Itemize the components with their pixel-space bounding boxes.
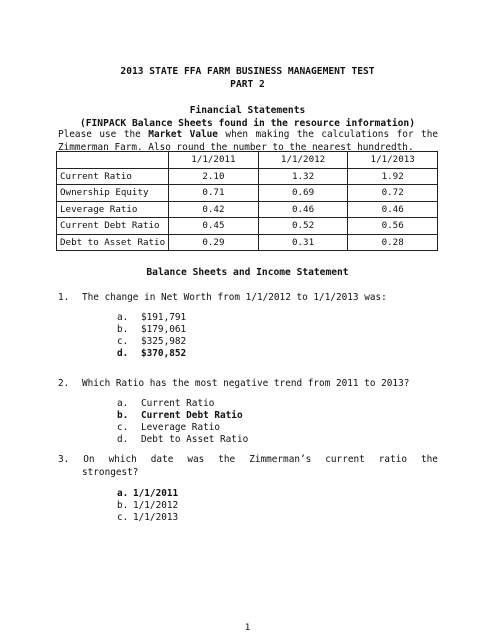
instructions: Please use the Market Value when making the calculations for the Zimmerman Farm. Also round the number to the nearest hundredth.	[58, 129, 438, 153]
answer-option: b. $179,061	[117, 324, 187, 335]
answer-option-correct: b. Current Debt Ratio	[117, 410, 243, 421]
answer-option-correct: a. 1/1/2011	[117, 488, 179, 499]
table-row	[57, 168, 438, 185]
question-text-continued: strongest?	[82, 467, 139, 478]
question-number: 3.	[58, 454, 70, 465]
answer-option-correct: d. $370,852	[117, 348, 187, 359]
answer-option: c. Leverage Ratio	[117, 422, 221, 433]
table-cell: 0.71	[169, 185, 259, 202]
section-title: Balance Sheets and Income Statement	[146, 267, 349, 278]
table-header-cell: 1/1/2011	[169, 152, 259, 169]
question-number: 2.	[58, 378, 70, 389]
table-cell: 2.10	[169, 168, 259, 185]
table-cell: 0.46	[348, 201, 438, 218]
table-cell: 0.31	[258, 234, 348, 251]
question-number: 1.	[58, 292, 70, 303]
question-3: 3. On which date was the Zimmerman’s current ratio the	[58, 454, 438, 465]
question-text: Which Ratio has the most negative trend from 2011 to 2013?	[82, 378, 410, 389]
table-cell: 0.29	[169, 234, 259, 251]
table-cell: 0.56	[348, 218, 438, 235]
table-cell: 0.46	[258, 201, 348, 218]
row-label: Current Debt Ratio	[57, 218, 169, 235]
test-part: PART 2	[230, 79, 265, 90]
row-label: Current Ratio	[57, 168, 169, 185]
table-cell: 0.42	[169, 201, 259, 218]
answer-option: c. $325,982	[117, 336, 187, 347]
question-2	[58, 377, 409, 390]
table-row	[57, 185, 438, 202]
answer-option: c. 1/1/2013	[117, 512, 179, 523]
row-label: Leverage Ratio	[57, 201, 169, 218]
table-cell: 0.69	[258, 185, 348, 202]
question-1	[58, 291, 387, 304]
page-number: 1	[244, 622, 251, 633]
table-cell: 0.45	[169, 218, 259, 235]
table-cell: 1.32	[258, 168, 348, 185]
table-header-cell: 1/1/2013	[348, 152, 438, 169]
table-header-cell: 1/1/2012	[258, 152, 348, 169]
section-heading: Financial Statements	[189, 105, 306, 116]
table-header-row	[57, 152, 438, 169]
answer-option: a. $191,791	[117, 312, 187, 323]
row-label: Ownership Equity	[57, 185, 169, 202]
answer-option: d. Debt to Asset Ratio	[117, 434, 249, 445]
section-subheading: (FINPACK Balance Sheets found in the resource information)	[79, 118, 415, 129]
table-header-cell	[57, 152, 169, 169]
answer-option: b. 1/1/2012	[117, 500, 179, 511]
question-text: The change in Net Worth from 1/1/2012 to 1/1/2013 was:	[82, 292, 387, 303]
table-cell: 0.28	[348, 234, 438, 251]
table-row	[57, 234, 438, 251]
table-cell: 1.92	[348, 168, 438, 185]
table-cell: 0.52	[258, 218, 348, 235]
table-row	[57, 218, 438, 235]
table-row	[57, 201, 438, 218]
table-cell: 0.72	[348, 185, 438, 202]
test-title: 2013 STATE FFA FARM BUSINESS MANAGEMENT TEST	[120, 66, 375, 77]
emphasis-market-value: Market Value	[148, 129, 218, 140]
ratio-table	[56, 151, 438, 251]
answer-option: a. Current Ratio	[117, 398, 215, 409]
row-label: Debt to Asset Ratio	[57, 234, 169, 251]
